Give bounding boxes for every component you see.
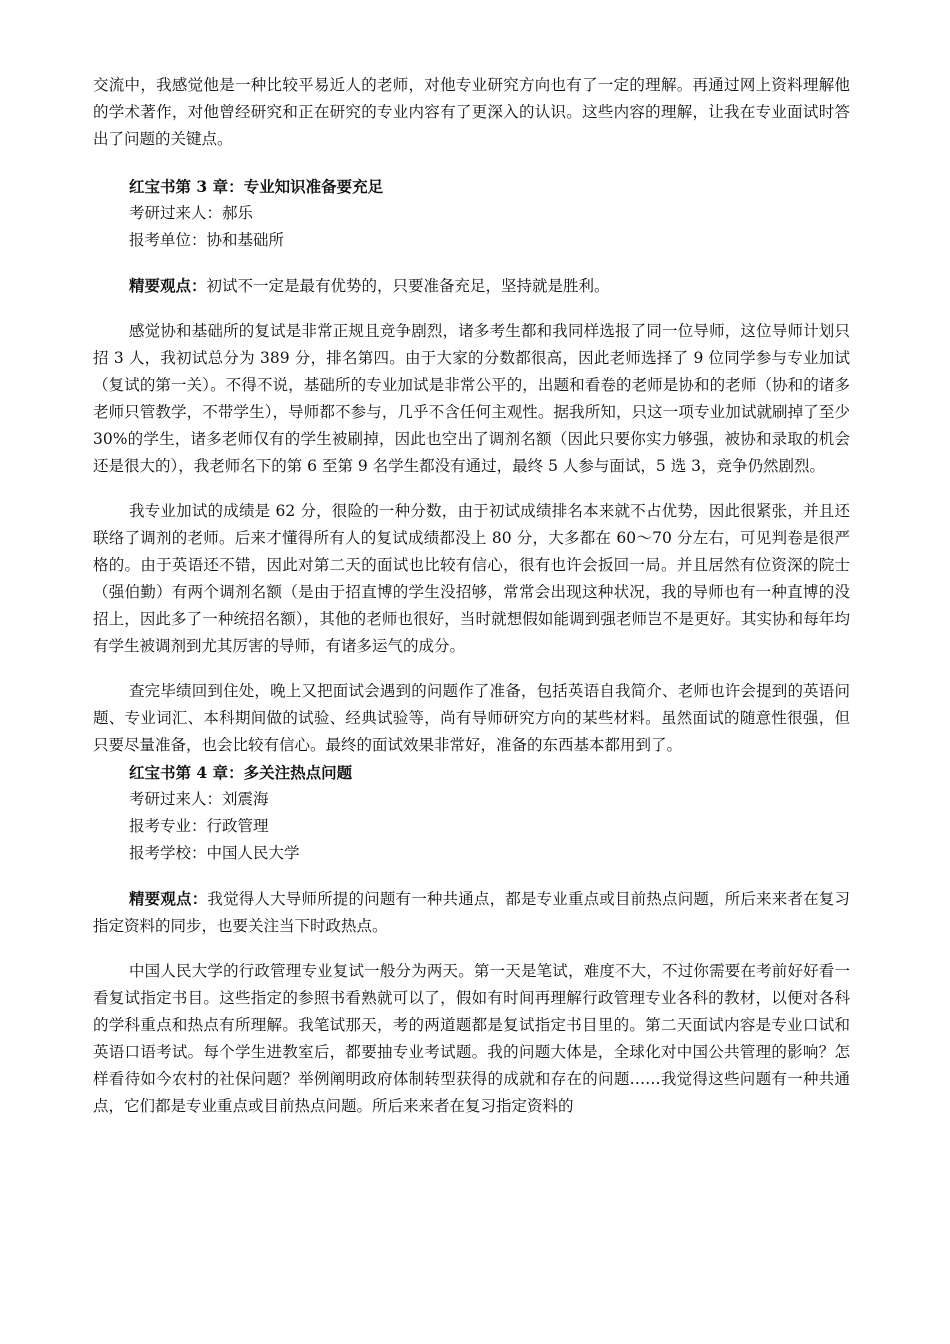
chapter3-author: 考研过来人：郝乐 [129,204,254,222]
chapter3-heading: 红宝书第 3 章：专业知识准备要充足 [129,177,384,196]
chapter4-heading: 红宝书第 4 章：多关注热点问题 [129,763,353,782]
chapter4-paragraph: 中国人民大学的行政管理专业复试一般分为两天。第一天是笔试，难度不大，不过你需要在考前好好看一看复试指定书目。这些指定的参照书看熟就可以了，假如有时间再理解行政管理专业各科的教材，以便对各科的学科重点和热点有所理解。我笔试那天，考的两道题都是复试指定书目里的。第二天面试内容是专业口试和英语口语考试。每个学生进教室后，都要抽专业考试题。我的问题大体是，全球化对中国公共管理的影响？怎样看待如今农村的社保问题？举例阐明政府体制转型获得的成就和存在的问题……我觉得这些问题有一种共通点，它们都是专业重点或目前热点问题。所后来来者在复习指定资料的 [93,962,850,1115]
viewpoint-label: 精要观点： [129,889,208,908]
viewpoint-label: 精要观点： [129,276,207,295]
chapter3-paragraph: 感觉协和基础所的复试是非常正规且竞争剧烈，诸多考生都和我同样选报了同一位导师，这位导师计划只招 3 人，我初试总分为 389 分，排名第四。由于大家的分数都很高，因此老师选择了 9 位同学参与专业加试（复试的第一关）。不得不说，基础所的专业加试是非常公平的，出题和看卷的老师是协和的老师（协和的诸多老师只管教学，不带学生），导师都不参与，几乎不含任何主观性。据我所知，只这一项专业加试就刷掉了至少 30%的学生，诸多老师仅有的学生被刷掉，因此也空出了调剂名额（因此只要你实力够强，被协和录取的机会还是很大的），我老师名下的第 6 至第 9 名学生都没有通过，最终 5 人参与面试，5 选 3，竞争仍然剧烈。 [93,322,850,475]
chapter4-viewpoint [93,885,850,940]
chapter3-paragraph: 我专业加试的成绩是 62 分，很险的一种分数，由于初试成绩排名本来就不占优势，因此很紧张，并且还联络了调剂的老师。后来才懂得所有人的复试成绩都没上 80 分，大多都在 60～70 分左右，可见判卷是很严格的。由于英语还不错，因此对第二天的面试也比较有信心，很有也许会扳回一局。并且居然有位资深的院士（强伯勤）有两个调剂名额（是由于招直博的学生没招够，常常会出现这种状况，我的导师也有一种直博的没招上，因此多了一种统招名额），其他的老师也很好，当时就想假如能调到强老师岂不是更好。其实协和每年均有学生被调剂到尤其厉害的导师，有诸多运气的成分。 [93,502,850,655]
chapter4-school: 报考学校：中国人民大学 [129,844,300,862]
chapter3-paragraph: 查完毕绩回到住处，晚上又把面试会遇到的问题作了准备，包括英语自我简介、老师也许会提到的英语问题、专业词汇、本科期间做的试验、经典试验等，尚有导师研究方向的某些材料。虽然面试的随意性很强，但只要尽量准备，也会比较有信心。最终的面试效果非常好，准备的东西基本都用到了。 [93,682,850,754]
chapter4-author: 考研过来人：刘震海 [129,790,269,808]
intro-paragraph: 交流中，我感觉他是一种比较平易近人的老师，对他专业研究方向也有了一定的理解。再通过网上资料理解他的学术著作，对他曾经研究和正在研究的专业内容有了更深入的认识。这些内容的理解，让我在专业面试时答出了问题的关键点。 [93,76,850,148]
viewpoint-text: 我觉得人大导师所提的问题有一种共通点，都是专业重点或目前热点问题，所后来来者在复习指定资料的同步，也要关注当下时政热点。 [93,890,850,935]
chapter4-major: 报考专业：行政管理 [129,817,269,835]
viewpoint-text: 初试不一定是最有优势的，只要准备充足，坚持就是胜利。 [206,277,610,295]
document-page [93,72,850,1120]
chapter3-viewpoint [93,272,850,300]
chapter3-unit: 报考单位：协和基础所 [129,231,285,249]
